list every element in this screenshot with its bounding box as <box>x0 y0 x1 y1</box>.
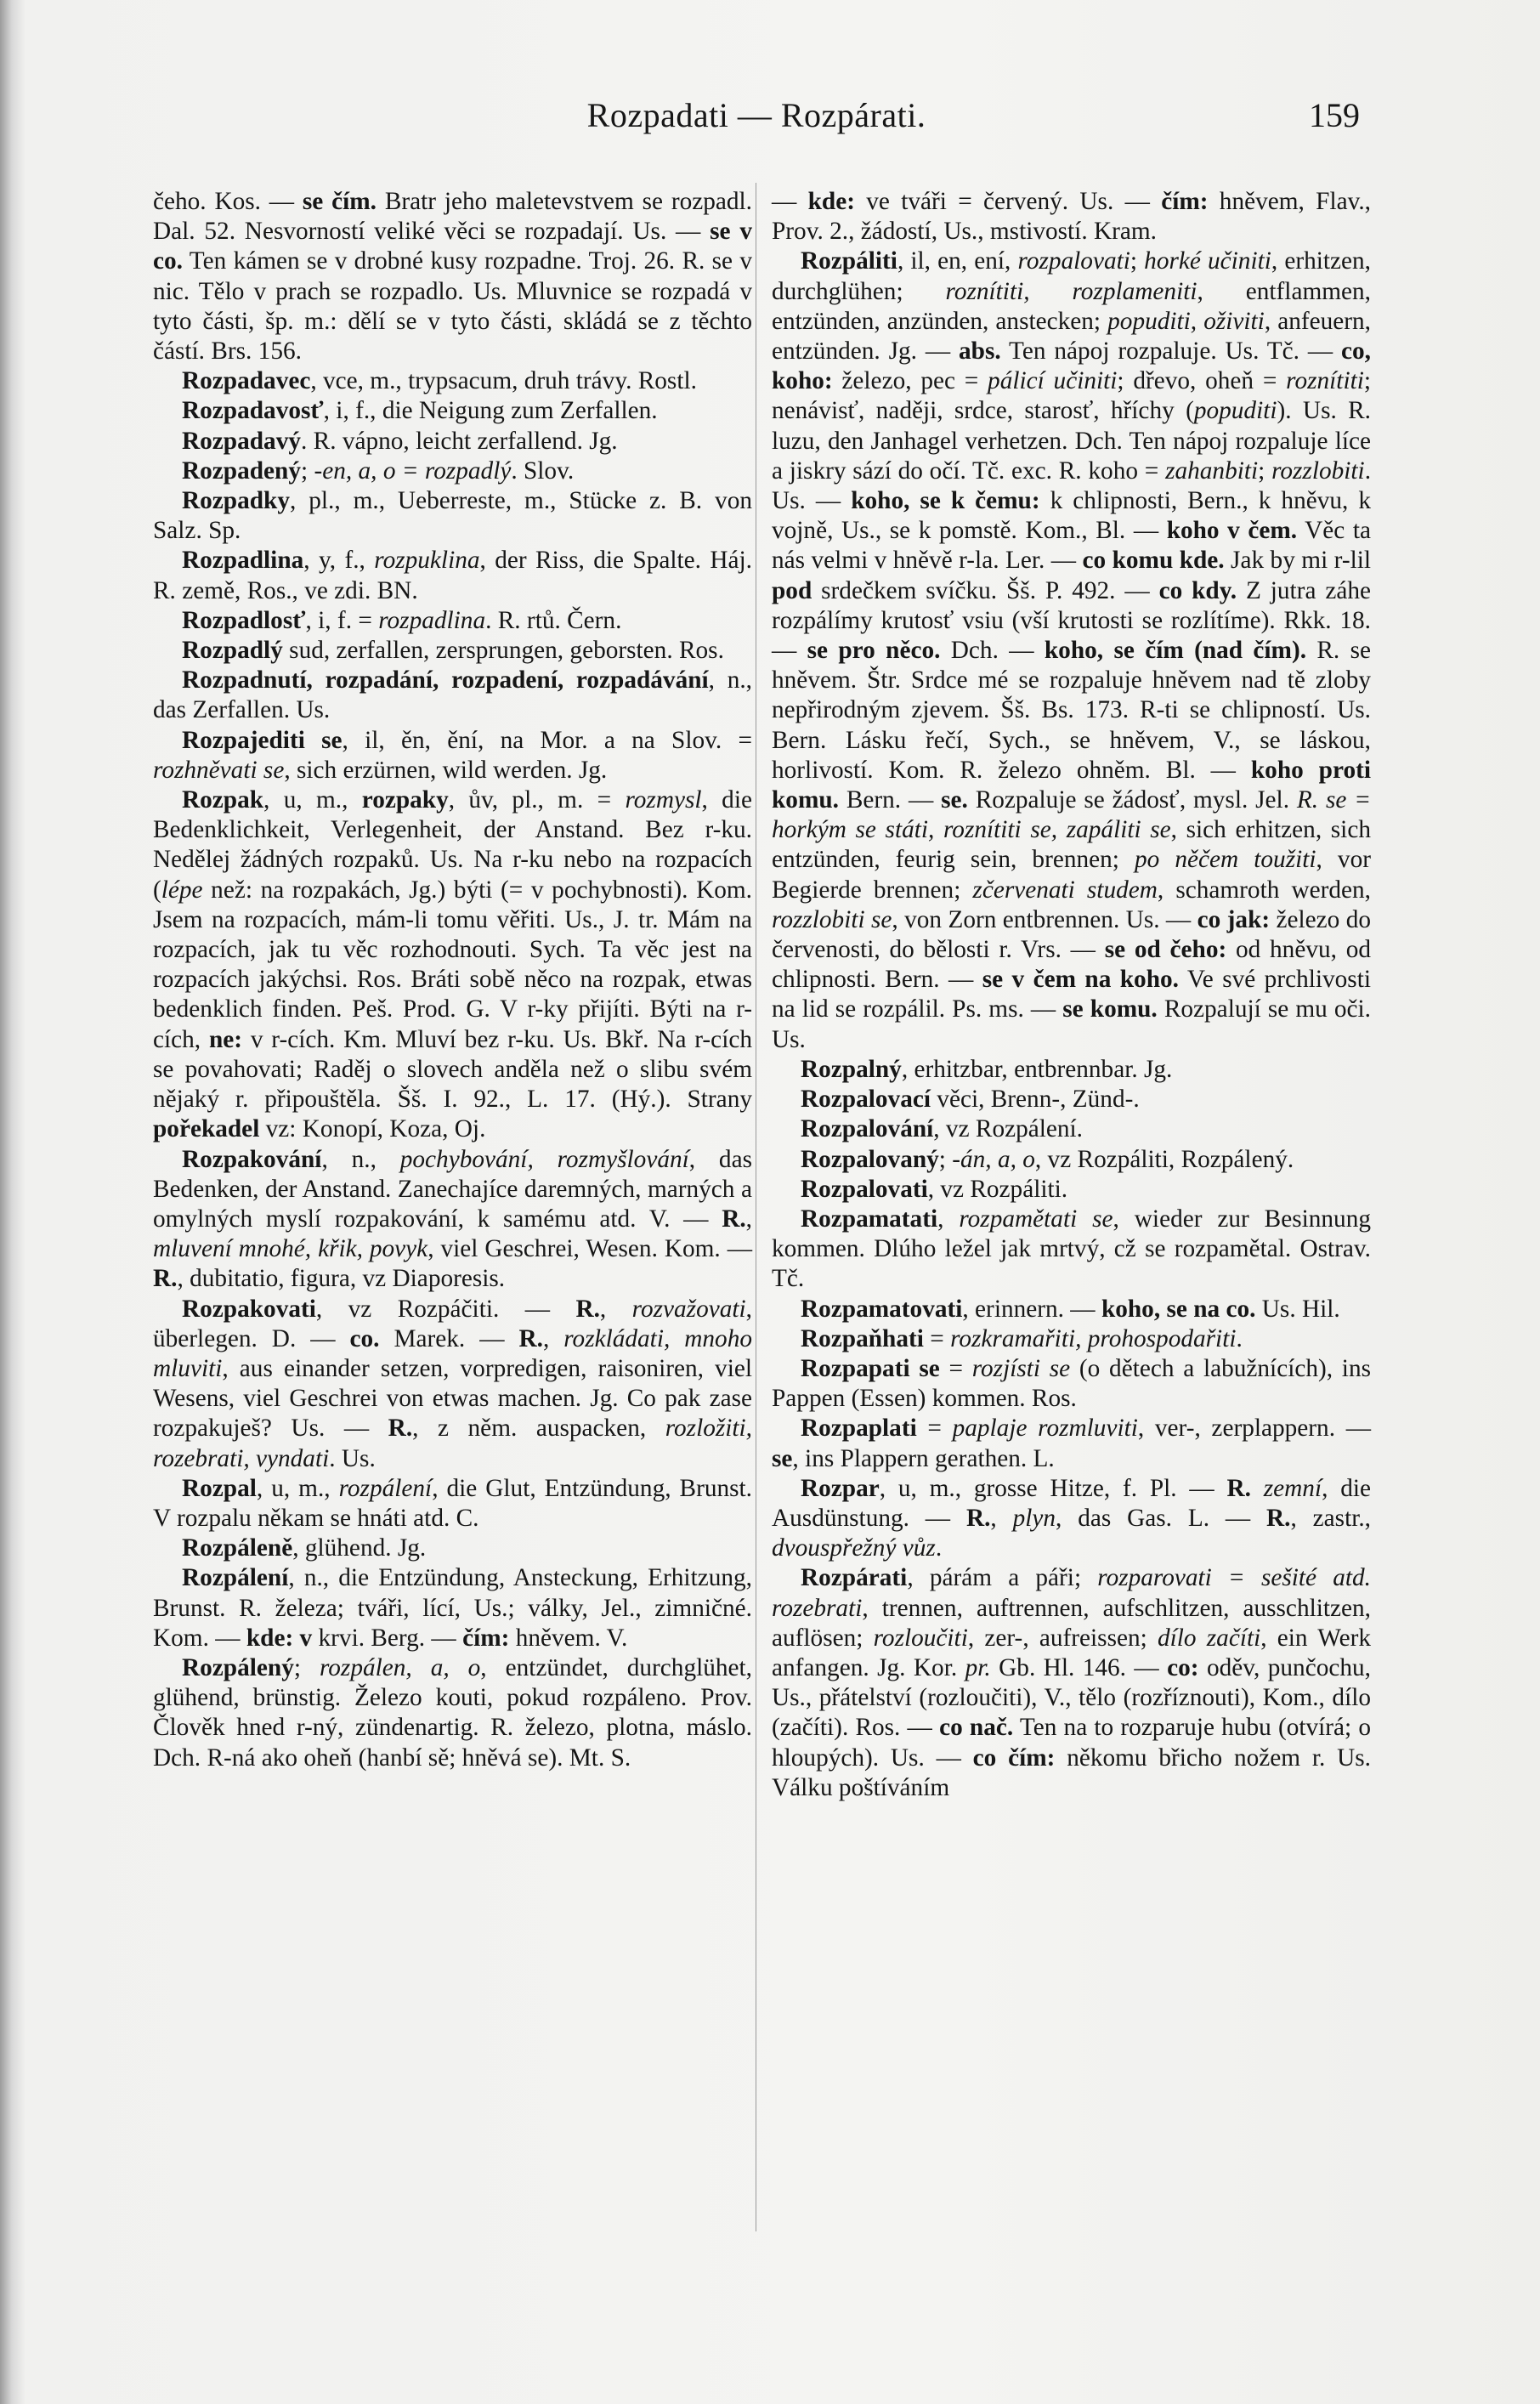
headword: Rozpadavý <box>182 427 301 455</box>
italic-gloss: rozpuklina <box>374 547 480 575</box>
dictionary-entry <box>772 1414 1371 1473</box>
dictionary-entry <box>153 427 752 456</box>
italic-gloss: rozložiti, rozebrati, vyndati <box>153 1415 752 1472</box>
dictionary-entry <box>772 1055 1371 1085</box>
dictionary-entry <box>772 247 1371 1054</box>
dictionary-entry <box>153 785 752 1144</box>
entry-text: , anfeuern, entzünden. Jg. — <box>772 307 1371 366</box>
headword: se v čem na koho. <box>982 966 1179 994</box>
headword: Rozpáliti <box>801 247 897 275</box>
entry-text: , die Bedenklichkeit, Verlegenheit, der Anstand. Bez r-ku. Nedělej žádných rozpaků. Us. Na r-ku nebo na rozpacích ( <box>153 786 752 904</box>
italic-gloss: R. se = horkým se státi, roznítiti se, zapáliti se <box>772 786 1371 844</box>
entry-text: , ein Werk anfangen. Jg. Kor. <box>772 1624 1371 1681</box>
entry-text: = <box>939 1354 972 1382</box>
headword: pořekadel <box>153 1115 260 1143</box>
entry-text: , vce, m., trypsacum, druh trávy. Rostl. <box>310 367 697 395</box>
dictionary-entry <box>153 666 752 725</box>
entry-text: srdečkem svíčku. Šš. P. 492. — <box>812 576 1159 604</box>
entry-text: , das Bedenken, der Anstand. Zanechajíce daremných, marných a omylných myslí rozpakování, k samému atd. V. — <box>153 1145 752 1233</box>
entry-text: , párám a páři; <box>907 1564 1098 1592</box>
dictionary-entry <box>153 1474 752 1534</box>
headword: kde: v <box>246 1624 313 1652</box>
entry-text: Rozpalují se mu oči. Us. <box>772 995 1371 1053</box>
headword: Rozpálení <box>182 1564 289 1592</box>
headword: R. <box>1266 1504 1291 1532</box>
italic-gloss: -en, a, o = rozpadlý <box>314 456 512 485</box>
entry-text: vz: Konopí, Koza, Oj. <box>259 1115 486 1143</box>
entry-text: hněvem, Flav., Prov. 2., žádostí, Us., mstivostí. Kram. <box>772 188 1372 246</box>
entry-text: (o dětech a labužnících), ins Pappen (Essen) kommen. Ros. <box>772 1354 1371 1413</box>
headword: co. <box>349 1324 380 1352</box>
entry-text: , erhitzbar, entbrennbar. Jg. <box>901 1055 1173 1083</box>
italic-gloss: mluvení mnohé, křik, povyk <box>153 1235 428 1263</box>
headword: Rozpadlý <box>182 637 283 665</box>
entry-text: , il, ěn, ění, na Mor. a na Slov. = <box>342 726 752 754</box>
dictionary-entry <box>153 726 752 785</box>
dictionary-entry <box>772 1175 1371 1205</box>
entry-text: ; <box>1130 247 1145 275</box>
headword: Rozpaplati <box>801 1415 917 1443</box>
italic-gloss: lépe <box>161 876 203 904</box>
dictionary-entry <box>153 1563 752 1653</box>
entry-text: , u, m., <box>256 1474 339 1502</box>
dictionary-entry <box>772 1295 1371 1324</box>
dictionary-entry <box>153 456 752 486</box>
headword: co komu kde. <box>1082 547 1225 575</box>
entry-text: . Slov. <box>511 456 575 485</box>
entry-text: , schamroth werden, <box>1157 876 1371 904</box>
headword: Rozpáleně <box>182 1534 293 1562</box>
headword: se <box>772 1444 793 1472</box>
entry-text: , entzündet, durchglühet, glühend, brünstig. Železo kouti, pokud rozpáleno. Prov. Člověk hned r-ný, zündenartig. R. železo, plotna, máslo. Dch. R-ná ako oheň (hanbí sě; hněvá se). Mt. S. <box>153 1653 752 1772</box>
entry-text: sud, zerfallen, zersprungen, geborsten. Ros. <box>282 637 724 665</box>
entry-text: , n., <box>321 1145 400 1173</box>
italic-gloss: rozzlobiti <box>1271 456 1365 485</box>
entry-text: , sich erhitzen, sich entzünden, feurig sein, brennen; <box>772 816 1371 874</box>
headword: čím: <box>1161 188 1209 215</box>
entry-text: , zer-, aufreissen; <box>967 1624 1158 1652</box>
entry-text: ; <box>301 456 314 485</box>
headword: se komu. <box>1062 995 1158 1023</box>
entry-text: , vor Begierde brennen; <box>772 846 1371 904</box>
headword: Rozpamatati <box>801 1205 938 1233</box>
entry-text: oděv, punčochu, Us., přátelství (rozloučiti), V., tělo (rozříznouti), Kom., dílo (začíti). Ros. — <box>772 1653 1371 1742</box>
italic-gloss: paplaje rozmluviti <box>952 1415 1138 1443</box>
entry-text: , vz Rozpálení. <box>933 1115 1084 1143</box>
headword: Rozpakování <box>182 1145 322 1173</box>
italic-gloss: rozpálení <box>338 1474 433 1502</box>
page-number: 159 <box>1309 96 1360 134</box>
headword: Rozpak <box>182 786 264 814</box>
entry-text: v r-cích. Km. Mluví bez r-ku. Us. Bkř. Na r-cích se povahovati; Raděj o slovech anděla než o slibu svém nějaký r. připouštěla. Šš. I. 92., L. 17. (Hý.). Strany <box>153 1025 752 1114</box>
entry-text: , das Gas. L. — <box>1056 1504 1267 1532</box>
entry-text: Dch. — <box>940 637 1045 665</box>
entry-text: , <box>542 1324 564 1352</box>
running-head: Rozpadati — Rozpárati. <box>586 96 926 134</box>
dictionary-entry <box>153 606 752 636</box>
entry-text: . <box>935 1534 943 1562</box>
entry-text: železo do červenosti, do bělosti r. Vrs. — <box>772 905 1371 964</box>
entry-text: , erinnern. — <box>962 1295 1101 1323</box>
entry-text: , n., die Entzündung, Ansteckung, Erhitzung, Brunst. R. železa; tváři, lící, Us.; války, Jel., zimničné. Kom. — <box>153 1564 752 1652</box>
entry-text: , il, en, ení, <box>897 247 1018 275</box>
headword: pod <box>772 576 812 604</box>
entry-text: ; <box>938 1145 953 1173</box>
entry-text: , i, f., die Neigung zum Zerfallen. <box>323 397 658 425</box>
entry-text: , die Glut, Entzündung, Brunst. V rozpalu někam se hnáti atd. C. <box>153 1474 752 1532</box>
headword: čím: <box>462 1624 510 1652</box>
headword: R. <box>965 1504 991 1532</box>
entry-text: , von Zorn entbrennen. Us. — <box>892 905 1197 933</box>
headword: Rozpalování <box>801 1115 934 1143</box>
dictionary-entry <box>772 1205 1371 1295</box>
headword: Rozpadlina <box>182 547 304 575</box>
entry-text: = <box>923 1324 951 1352</box>
entry-text: , <box>937 1205 960 1233</box>
entry-text: ; <box>293 1653 320 1681</box>
headword: co kdy. <box>1158 576 1237 604</box>
headword: Rozpalný <box>801 1055 902 1083</box>
headword: R. <box>388 1415 413 1443</box>
entry-text: , dubitatio, figura, vz Diaporesis. <box>177 1265 506 1293</box>
italic-gloss: horké učiniti <box>1144 247 1271 275</box>
headword: R. <box>1226 1474 1251 1502</box>
entry-text: ve tváři = červený. Us. — <box>854 188 1162 215</box>
entry-text: , entflammen, entzünden, anzünden, anstecken; <box>772 277 1372 335</box>
dictionary-entry <box>153 1653 752 1773</box>
dictionary-entry <box>153 546 752 605</box>
headword: ne: <box>208 1025 242 1053</box>
right-column <box>772 187 1371 1803</box>
headword: R. <box>153 1265 178 1293</box>
headword: se. <box>941 786 968 814</box>
headword: co jak: <box>1197 905 1271 933</box>
headword: Rozpadky <box>182 487 290 515</box>
dictionary-entry <box>772 1474 1371 1564</box>
left-column <box>153 187 752 1773</box>
headword: Rozpal <box>182 1474 257 1502</box>
italic-gloss: rozloučiti <box>873 1624 968 1652</box>
headword: co, koho: <box>772 337 1371 395</box>
dictionary-entry <box>772 1114 1371 1144</box>
entry-text: , aus einander setzen, vorpredigen, raisoniren, viel Wesens, viel Geschrei von etwas machen. Jg. Co pak zase rozpakuješ? Us. — <box>153 1354 752 1443</box>
headword: co nač. <box>939 1714 1014 1742</box>
entry-text: , sich erzürnen, wild werden. Jg. <box>284 756 608 784</box>
italic-gloss: popuditi <box>1193 397 1277 425</box>
entry-text: . R. rtů. Čern. <box>485 606 622 634</box>
headword: Rozpar <box>801 1474 880 1502</box>
entry-text: Věc ta nás velmi v hněvě r-la. Ler. — <box>772 517 1371 575</box>
entry-text: , erhitzen, durchglühen; <box>772 247 1371 305</box>
entry-text: Us. Hil. <box>1255 1295 1340 1323</box>
entry-continuation <box>153 187 752 366</box>
headword: R. <box>518 1324 543 1352</box>
headword: Rozpapati se <box>801 1354 940 1382</box>
italic-gloss: zahanbiti <box>1165 456 1259 485</box>
headword: se pro něco. <box>807 637 941 665</box>
entry-text: , überlegen. D. — <box>153 1295 752 1352</box>
headword: kde: <box>807 188 855 215</box>
italic-gloss: rozzlobiti se <box>772 905 892 933</box>
italic-gloss: rozjísti se <box>971 1354 1071 1382</box>
headword: co: <box>1167 1653 1199 1681</box>
italic-gloss: dvouspřežný vůz <box>772 1534 936 1562</box>
italic-gloss: rozpálen, a, o <box>319 1653 481 1681</box>
entry-text: Ten na to rozparuje hubu (otvírá; o hloupých). Us. — <box>772 1714 1372 1772</box>
headword: Rozpadený <box>182 456 301 485</box>
entry-text: — <box>772 188 808 215</box>
dictionary-entry <box>153 636 752 666</box>
headword: rozpaky <box>361 786 449 814</box>
italic-gloss: rozhněvati se <box>153 756 285 784</box>
headword: Rozpajediti se <box>182 726 343 754</box>
headword: koho, se na co. <box>1101 1295 1256 1323</box>
italic-gloss: zčervenati studem <box>972 876 1158 904</box>
entry-text: hněvem. V. <box>509 1624 628 1652</box>
entry-text: ; nenávisť, naději, srdce, starosť, hříchy ( <box>772 367 1372 425</box>
entry-text: věci, Brenn-, Zünd-. <box>930 1086 1140 1114</box>
italic-gloss: -án, a, o <box>952 1145 1035 1173</box>
dictionary-entry <box>153 396 752 426</box>
headword: Rozpadavosť <box>182 397 324 425</box>
dictionary-entry <box>153 486 752 546</box>
headword: se čím. <box>302 188 377 215</box>
italic-gloss: rozpalovati <box>1017 247 1130 275</box>
entry-text: ; <box>1258 456 1272 485</box>
entry-text: krvi. Berg. — <box>312 1624 463 1652</box>
entry-text: . <box>1236 1324 1243 1352</box>
headword: co čím: <box>972 1743 1056 1772</box>
headword: R. <box>722 1205 746 1233</box>
entry-text: , u, m., <box>263 786 362 814</box>
entry-text: , <box>745 1205 752 1233</box>
entry-text: , vz Rozpáliti. <box>927 1175 1068 1203</box>
headword: Rozpálený <box>182 1653 294 1681</box>
italic-gloss: rozkramařiti, prohospodařiti <box>950 1324 1237 1352</box>
entry-text: Bratr jeho maletevstvem se rozpadl. Dal. 52. Nesvorností veliké věci se rozpadají. Us. — <box>153 188 752 246</box>
entry-text: , u, m., grosse Hitze, f. Pl. — <box>879 1474 1227 1502</box>
dictionary-entry <box>153 1534 752 1563</box>
dictionary-entry <box>153 1295 752 1474</box>
entry-text: , vz Rozpáčiti. — <box>315 1295 576 1323</box>
headword: Rozpaňhati <box>801 1324 924 1352</box>
entry-text: Z jutra záhe rozpálímy krutosť vsiu (vší krutosti se rozlítíme). Rkk. 18. — <box>772 576 1371 665</box>
entry-text: , der Riss, die Spalte. Háj. R. země, Ros., ve zdi. BN. <box>153 547 752 604</box>
entry-text: , <box>990 1504 1013 1532</box>
italic-gloss: roznítiti, rozplameniti <box>945 277 1197 305</box>
headword: se v co. <box>153 218 752 275</box>
entry-text: , ins Plappern gerathen. L. <box>792 1444 1055 1472</box>
entry-text: čeho. Kos. — <box>153 188 303 215</box>
dictionary-entry <box>772 1085 1371 1114</box>
entry-text: , n., das Zerfallen. Us. <box>153 666 752 724</box>
headword: koho proti komu. <box>772 756 1371 814</box>
entry-text: od hněvu, od chlipnosti. Bern. — <box>772 936 1371 994</box>
entry-text: , wieder zur Besinnung kommen. Dlúho ležel jak mrtvý, cž se rozpamětal. Ostrav. Tč. <box>772 1205 1372 1293</box>
entry-text: . Us. <box>329 1444 376 1472</box>
entry-text: , pl., m., Ueberreste, m., Stücke z. B. von Salz. Sp. <box>153 487 752 545</box>
entry-text: , viel Geschrei, Wesen. Kom. — <box>427 1235 753 1263</box>
entry-text: Bern. — <box>838 786 942 814</box>
entry-text: ). Us. R. luzu, den Janhagel verhetzen. Dch. Ten nápoj rozpaluje líce a jiskry sází do očí. Tč. exc. R. koho = <box>772 397 1371 485</box>
entry-text: , zastr., <box>1290 1504 1371 1532</box>
entry-text: Ten nápoj rozpaluje. Us. Tč. — <box>1000 337 1341 366</box>
entry-text: k chlipnosti, Bern., k hněvu, k vojně, Us., se k pomstě. Kom., Bl. — <box>772 487 1372 545</box>
entry-text: Gb. Hl. 146. — <box>990 1653 1168 1681</box>
entry-text: , vz Rozpáliti, Rozpálený. <box>1034 1145 1294 1173</box>
headword: Rozpadlosť <box>182 606 306 634</box>
entry-text: než: na rozpakách, Jg.) býti (= v pochybnosti). Kom. Jsem na rozpacích, mám-li tomu věřiti. Us., J. tr. Mám na rozpacích, jak tu věc rozhodnouti. Sych. Ta věc jest na rozpacích jakýchsi. Ros. Bráti sobě něco na rozpak, etwas bedenklich finden. Peš. Prod. G. V r-ky přijíti. Býti na r-cích, <box>153 876 752 1053</box>
italic-gloss: rozpamětati se <box>959 1205 1113 1233</box>
headword: koho, se čím (nad čím). <box>1044 637 1307 665</box>
page-header <box>153 95 1360 146</box>
italic-gloss: rozparovati = sešité atd. rozebrati <box>772 1564 1371 1622</box>
italic-gloss: plyn <box>1012 1504 1056 1532</box>
entry-text: , glühend. Jg. <box>292 1534 427 1562</box>
entry-text <box>1251 1475 1264 1502</box>
entry-text: = <box>916 1415 953 1443</box>
dictionary-entry <box>772 1145 1371 1175</box>
italic-gloss: popuditi, oživiti <box>1107 307 1265 335</box>
entry-text: , i, f. = <box>305 606 379 634</box>
headword: R. <box>575 1295 600 1323</box>
entry-text: železo, pec = <box>832 367 988 395</box>
italic-gloss: roznítiti <box>1286 367 1364 395</box>
entry-continuation <box>772 187 1371 247</box>
dictionary-entry <box>772 1354 1371 1414</box>
headword: Rozpamatovati <box>801 1295 963 1323</box>
entry-text: Ten kámen se v drobné kusy rozpadne. Troj. 26. R. se v nic. Tělo v prach se rozpadlo. Us. Mluvnice se rozpadá v tyto části, šp. m.: dělí se v tyto části, skládá se z těchto částí. Brs. 156. <box>153 247 752 366</box>
entry-text: , y, f., <box>303 547 375 575</box>
headword: Rozpalovací <box>801 1086 931 1114</box>
entry-text: někomu břicho nožem r. Us. Válku poštíváním <box>772 1743 1371 1801</box>
entry-text: , trennen, auftrennen, aufschlitzen, ausschlitzen, auflösen; <box>772 1594 1371 1652</box>
italic-gloss: pálicí učiniti <box>988 367 1118 395</box>
dictionary-entry <box>772 1324 1371 1354</box>
headword: Rozpalovati <box>801 1175 928 1203</box>
italic-gloss: pochybování, rozmyšlování <box>399 1145 689 1173</box>
italic-gloss: rozkládati, mnoho mluviti <box>153 1324 753 1382</box>
entry-text: . Us. — <box>772 456 1372 515</box>
entry-text: ; dřevo, oheň = <box>1117 367 1287 395</box>
headword: Rozpakovati <box>182 1295 316 1323</box>
entry-text: , <box>599 1295 632 1323</box>
italic-gloss: rozvažovati <box>631 1295 746 1323</box>
entry-text: . R. vápno, leicht zerfallend. Jg. <box>301 427 618 455</box>
entry-text: Marek. — <box>379 1324 519 1352</box>
entry-text: , die Ausdünstung. — <box>772 1474 1371 1532</box>
entry-text: , z něm. auspacken, <box>412 1415 665 1443</box>
headword: Rozpadavec <box>182 367 311 395</box>
headword: Rozpárati <box>801 1564 908 1592</box>
headword: koho, se k čemu: <box>851 487 1040 515</box>
headword: se od čeho: <box>1104 936 1227 964</box>
italic-gloss: rozmysl <box>625 786 702 814</box>
headword: abs. <box>959 337 1001 366</box>
italic-gloss: po něčem toužiti <box>1135 846 1316 874</box>
italic-gloss: rozpadlina <box>378 606 486 634</box>
dictionary-entry <box>153 1145 752 1295</box>
entry-text: Jak by mi r-lil <box>1224 547 1371 575</box>
italic-gloss: pr. <box>965 1653 991 1681</box>
italic-gloss: zemní <box>1263 1474 1322 1502</box>
entry-text: Rozpaluje se žádosť, mysl. Jel. <box>967 786 1297 814</box>
headword: koho v čem. <box>1166 517 1298 545</box>
entry-text: R. se hněvem. Štr. Srdce mé se rozpaluje hněvem nad tě zloby nepřirodným zjevem. Šš. Bs. 173. R-ti se chlipností. Us. Bern. Lásku řečí, Sych., se hněvem, V., se láskou, horlivostí. Kom. R. železo ohněm. Bl. — <box>772 637 1372 784</box>
headword: Rozpalovaný <box>801 1145 939 1173</box>
entry-text: , ův, pl., m. = <box>448 786 626 814</box>
entry-text: Ve své prchlivosti na lid se rozpálil. Ps. ms. — <box>772 966 1371 1023</box>
italic-gloss: dílo začíti <box>1157 1624 1261 1652</box>
dictionary-entry <box>153 366 752 396</box>
headword: Rozpadnutí, rozpadání, rozpadení, rozpadávání <box>182 666 709 695</box>
entry-text: , ver-, zerplappern. — <box>1137 1415 1371 1443</box>
dictionary-entry <box>772 1563 1371 1803</box>
